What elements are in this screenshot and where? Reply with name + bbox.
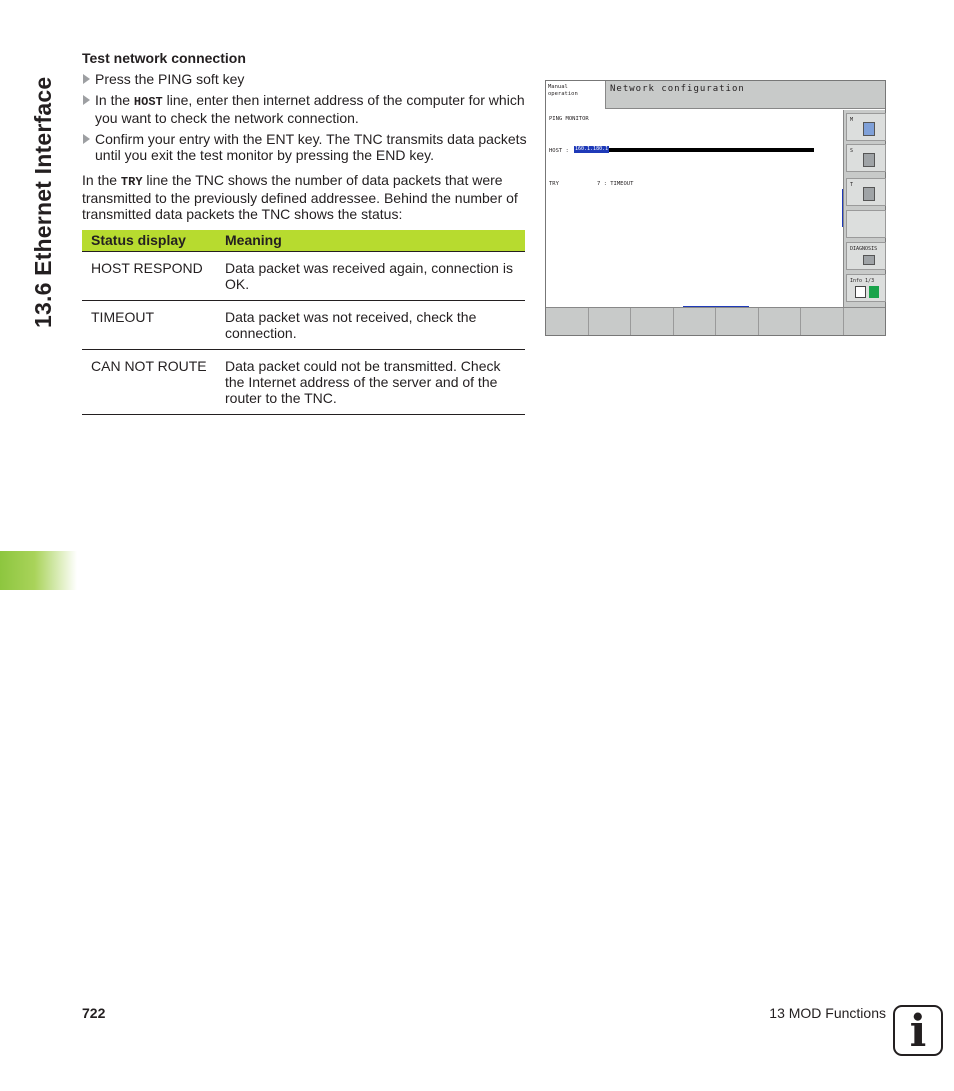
- softkey-info[interactable]: [846, 274, 886, 302]
- softkey-2[interactable]: [589, 308, 632, 335]
- softkey-blank[interactable]: [846, 210, 886, 238]
- info-icon: [869, 286, 879, 298]
- meaning-cell: Data packet was received again, connection is OK.: [216, 252, 525, 301]
- bullet-text-pre: In the: [95, 92, 134, 108]
- try-value: 7 : TIMEOUT: [597, 181, 634, 187]
- list-item: [82, 131, 527, 163]
- bullet-text: Confirm your entry with the ENT key. The TNC transmits data packets until you exit the test monitor by pressing the END key.: [95, 131, 527, 163]
- bullet-text-post: line, enter then internet address of the computer for which you want to check the network connection.: [95, 92, 525, 126]
- code-keyword: TRY: [120, 175, 143, 189]
- tool-icon: [863, 187, 875, 201]
- body-paragraph: [82, 172, 527, 222]
- softkey-t[interactable]: [846, 178, 886, 206]
- softkey-label: DIAGNOSIS: [850, 246, 878, 252]
- meaning-cell: Data packet could not be transmitted. Check the Internet address of the server and of the router to the TNC.: [216, 350, 525, 415]
- softkey-4[interactable]: [674, 308, 717, 335]
- table-row: [82, 301, 525, 350]
- softkey-label: Info 1/3: [850, 278, 875, 284]
- bullet-arrow-icon: [83, 74, 90, 84]
- operating-mode: [546, 81, 606, 109]
- status-cell: TIMEOUT: [82, 301, 216, 350]
- host-value: 160.1.180.1: [575, 146, 609, 152]
- table-row: [82, 252, 525, 301]
- try-label: TRY: [549, 181, 559, 187]
- code-keyword: HOST: [133, 95, 163, 109]
- ping-monitor-label: PING MONITOR: [549, 116, 589, 122]
- tnc-screenshot: [545, 80, 886, 336]
- chapter-tab-marker: [0, 551, 77, 590]
- softkey-5[interactable]: [716, 308, 759, 335]
- section-heading: Test network connection: [82, 50, 246, 66]
- machine-icon: [863, 122, 875, 136]
- page-number: 722: [82, 1005, 106, 1021]
- list-item: [82, 71, 527, 87]
- vertical-softkey-bar: [843, 110, 885, 307]
- paragraph-post: line the TNC shows the number of data packets that were transmitted to the previously defined addressee. Behind the number of transmitted data packets the TNC shows the status:: [82, 172, 518, 222]
- section-content: [82, 50, 527, 222]
- mode-line-1: Manual: [548, 84, 568, 90]
- side-chapter-title: [22, 40, 62, 340]
- screen-header: [546, 81, 885, 109]
- paragraph-pre: In the: [82, 172, 121, 188]
- spindle-icon: [863, 153, 875, 167]
- column-header-status: Status display: [82, 230, 216, 252]
- softkey-diagnosis[interactable]: [846, 242, 886, 270]
- screen-title: Network configuration: [610, 84, 745, 94]
- status-table: [82, 230, 525, 415]
- softkey-8[interactable]: [844, 308, 886, 335]
- bullet-arrow-icon: [83, 95, 90, 105]
- table-header-row: [82, 230, 525, 252]
- column-header-meaning: Meaning: [216, 230, 525, 252]
- host-input-bar[interactable]: [574, 148, 814, 152]
- softkey-label: S: [850, 148, 854, 154]
- bullet-arrow-icon: [83, 134, 90, 144]
- host-label: HOST :: [549, 148, 569, 154]
- softkey-m[interactable]: [846, 113, 886, 141]
- status-cell: HOST RESPOND: [82, 252, 216, 301]
- document-icon: [855, 286, 866, 298]
- table-row: [82, 350, 525, 415]
- info-icon: i: [893, 1005, 943, 1056]
- softkey-6[interactable]: [759, 308, 802, 335]
- softkey-7[interactable]: [801, 308, 844, 335]
- horizontal-softkey-bar: [546, 307, 885, 335]
- softkey-label: M: [850, 117, 854, 123]
- chapter-footer: 13 MOD Functions: [769, 1005, 886, 1021]
- diagnosis-icon: [863, 255, 875, 265]
- screen-main-area: [546, 110, 843, 307]
- mode-line-2: operation: [548, 91, 578, 97]
- meaning-cell: Data packet was not received, check the connection.: [216, 301, 525, 350]
- softkey-3[interactable]: [631, 308, 674, 335]
- list-item: [82, 92, 527, 126]
- softkey-label: T: [850, 182, 854, 188]
- softkey-1[interactable]: [546, 308, 589, 335]
- side-chapter-title-text: 13.6 Ethernet Interface: [30, 76, 56, 328]
- bullet-text: Press the PING soft key: [95, 71, 245, 87]
- softkey-s[interactable]: [846, 144, 886, 172]
- status-cell: CAN NOT ROUTE: [82, 350, 216, 415]
